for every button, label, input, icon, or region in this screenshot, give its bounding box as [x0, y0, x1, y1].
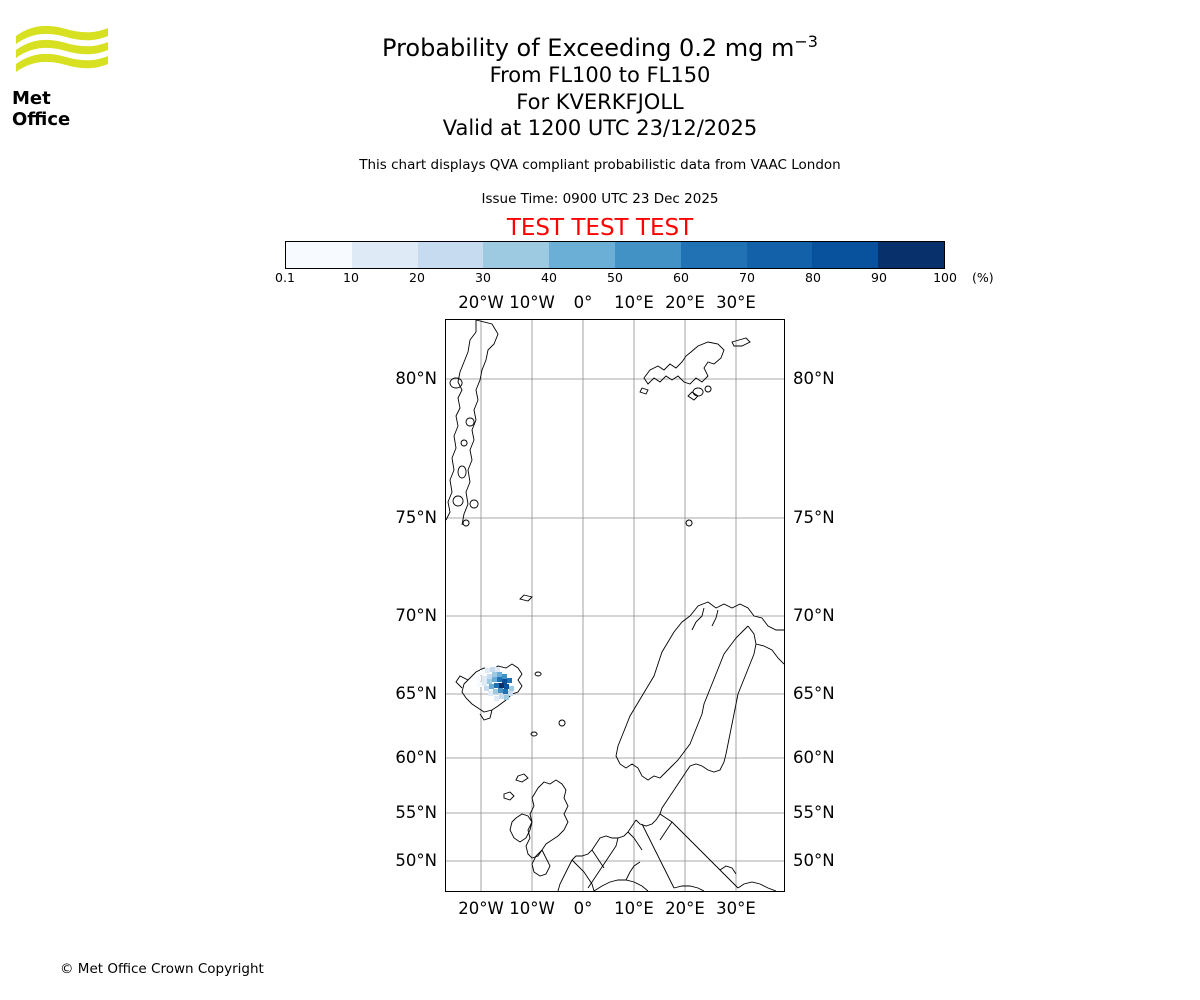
- lat-tick-left-6: 50°N: [395, 851, 437, 870]
- coastline-small-islands: [520, 520, 692, 736]
- lat-tick-right-0: 80°N: [793, 369, 835, 388]
- colourbar-tick-50: 50: [607, 270, 623, 285]
- coastline-baltic-europe: [572, 814, 738, 888]
- valid-time-subtitle: Valid at 1200 UTC 23/12/2025: [442, 116, 758, 140]
- qva-note: This chart displays QVA compliant probabilistic data from VAAC London: [359, 157, 841, 173]
- map-gridlines: [446, 320, 784, 891]
- colourbar-tick-100: 100: [933, 270, 957, 285]
- lon-tick-bottom-1: 10°W: [509, 899, 555, 918]
- lat-tick-left-5: 55°N: [395, 803, 437, 822]
- colourbar-tick-10: 10: [343, 270, 359, 285]
- lon-tick-bottom-4: 20°E: [665, 899, 705, 918]
- lat-tick-left-0: 80°N: [395, 369, 437, 388]
- map-coastlines-svg: [446, 320, 784, 891]
- lat-tick-right-5: 55°N: [793, 803, 835, 822]
- lon-tick-bottom-3: 10°E: [614, 899, 654, 918]
- lon-tick-top-1: 10°W: [509, 293, 555, 312]
- lat-tick-right-4: 60°N: [793, 748, 835, 767]
- main-title-exponent: −3: [794, 32, 818, 51]
- colourbar-segment-2: [418, 242, 484, 268]
- colourbar-tick-90: 90: [871, 270, 887, 285]
- colourbar-tick-20: 20: [409, 270, 425, 285]
- colourbar: [285, 241, 945, 269]
- colourbar-segment-0: [286, 242, 352, 268]
- lon-tick-top-4: 20°E: [665, 293, 705, 312]
- main-title-text: Probability of Exceeding 0.2 mg m: [382, 34, 795, 62]
- lon-tick-bottom-2: 0°: [573, 899, 593, 918]
- lat-tick-right-2: 70°N: [793, 606, 835, 625]
- test-banner: TEST TEST TEST: [506, 215, 694, 241]
- page-title: [0, 27, 1200, 63]
- lat-tick-right-1: 75°N: [793, 508, 835, 527]
- lat-tick-left-1: 75°N: [395, 508, 437, 527]
- colourbar-segment-5: [615, 242, 681, 268]
- coastline-greenland: [446, 320, 498, 526]
- colourbar-segment-4: [549, 242, 615, 268]
- coastline-svalbard: [640, 338, 750, 400]
- lat-tick-right-3: 65°N: [793, 684, 835, 703]
- colourbar-tick-40: 40: [541, 270, 557, 285]
- colourbar-tick-0.1: 0.1: [275, 270, 295, 285]
- lon-tick-top-2: 0°: [573, 293, 593, 312]
- met-office-wordmark: Met Office: [12, 88, 71, 130]
- lon-tick-top-5: 30°E: [716, 293, 756, 312]
- colourbar-segment-1: [352, 242, 418, 268]
- ash-probability-plume: [476, 667, 514, 701]
- colourbar-tick-60: 60: [673, 270, 689, 285]
- volcano-subtitle: For KVERKFJOLL: [516, 90, 684, 114]
- lon-tick-bottom-5: 30°E: [716, 899, 756, 918]
- lat-tick-right-6: 50°N: [793, 851, 835, 870]
- lon-tick-top-0: 20°W: [458, 293, 504, 312]
- colourbar-tick-70: 70: [739, 270, 755, 285]
- lat-tick-left-4: 60°N: [395, 748, 437, 767]
- colourbar-units: (%): [972, 270, 994, 285]
- issue-time: Issue Time: 0900 UTC 23 Dec 2025: [481, 191, 719, 207]
- lat-tick-left-2: 70°N: [395, 606, 437, 625]
- map-plot-area[interactable]: [445, 319, 785, 892]
- lon-tick-bottom-0: 20°W: [458, 899, 504, 918]
- colourbar-segment-6: [681, 242, 747, 268]
- lat-tick-left-3: 65°N: [395, 684, 437, 703]
- colourbar-gradient: [285, 241, 945, 269]
- colourbar-segment-7: [747, 242, 813, 268]
- colourbar-segment-3: [483, 242, 549, 268]
- coastline-continental-europe: [558, 860, 776, 891]
- copyright-notice: © Met Office Crown Copyright: [60, 961, 264, 977]
- flight-level-subtitle: From FL100 to FL150: [489, 63, 711, 87]
- colourbar-tick-labels: [275, 270, 957, 286]
- coastline-scandinavia: [616, 602, 784, 826]
- colourbar-segment-9: [878, 242, 944, 268]
- colourbar-segment-8: [812, 242, 878, 268]
- colourbar-tick-30: 30: [475, 270, 491, 285]
- lon-tick-top-3: 10°E: [614, 293, 654, 312]
- colourbar-tick-80: 80: [805, 270, 821, 285]
